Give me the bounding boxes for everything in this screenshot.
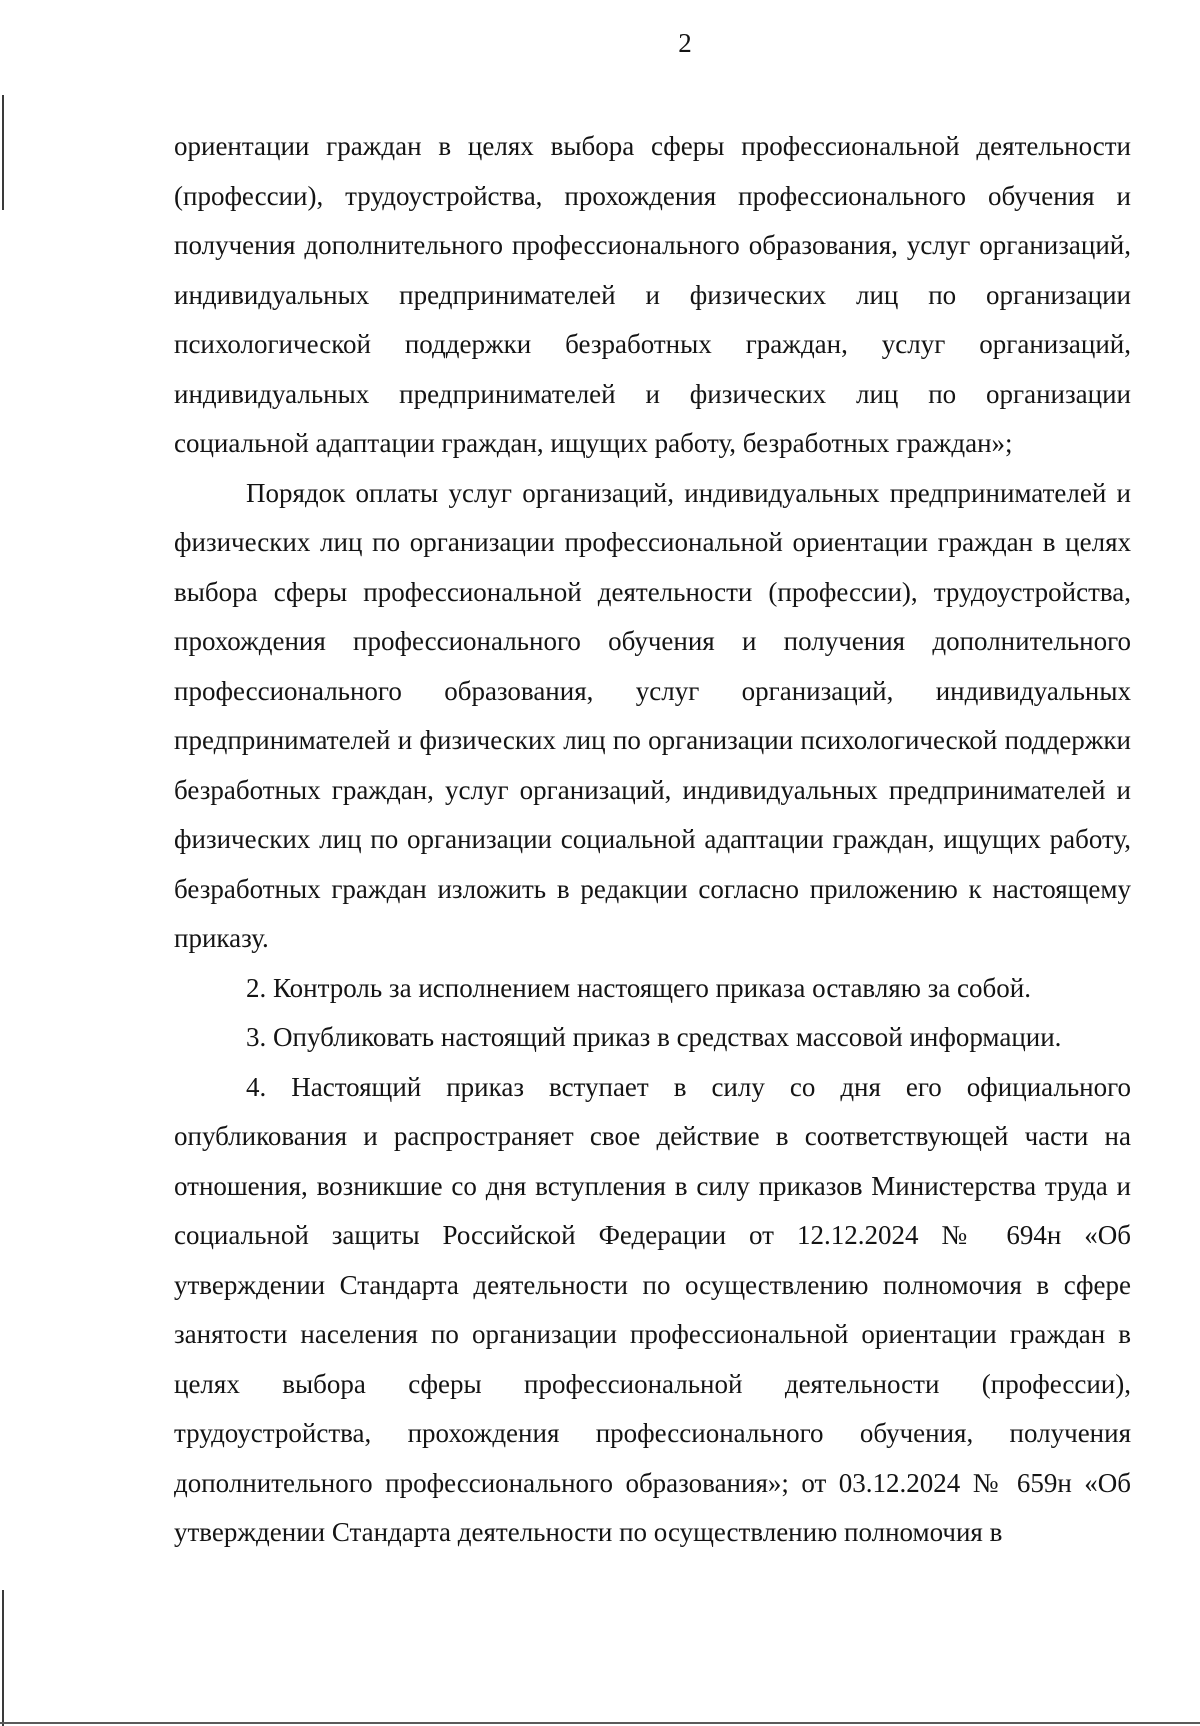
paragraph-procedure: Порядок оплаты услуг организаций, индивидуальных предпринимателей и физических лиц по организации профессиональной ориентации граждан в целях выбора сферы профессиональной деятельности (профессии), трудоустройства, прохождения профессионального обучения и получения дополнительного профессионального образования, услуг организаций, индивидуальных предпринимателей и физических лиц по организации психологической поддержки безработных граждан, услуг организаций, индивидуальных предпринимателей и физических лиц по организации социальной адаптации граждан, ищущих работу, безработных граждан изложить в редакции согласно приложению к настоящему приказу. [174,477,1131,953]
paragraph-continuation: ориентации граждан в целях выбора сферы профессиональной деятельности (профессии), трудоустройства, прохождения профессионального обучения и получения дополнительного профессионального образования, услуг организаций, индивидуальных предпринимателей и физических лиц по организации психологической поддержки безработных граждан, услуг организаций, индивидуальных предпринимателей и физических лиц по организации социальной адаптации граждан, ищущих работу, безработных граждан»; [174,131,1131,458]
paragraph-item-2: 2. Контроль за исполнением настоящего приказа оставляю за собой. [246,972,1031,1003]
scan-edge-left-bottom [2,1590,4,1726]
paragraph-item-4: 4. Настоящий приказ вступает в силу со дня его официального опубликования и распространяет свое действие в соответствующей части на отношения, возникшие со дня вступления в силу приказов Министерства труда и социальной защиты Российской Федерации от 12.12.2024 № 694н «Об утверждении Стандарта деятельности по осуществлению полномочия в сфере занятости населения по организации профессиональной ориентации граждан в целях выбора сферы профессиональной деятельности (профессии), трудоустройства, прохождения профессионального обучения, получения дополнительного профессионального образования»; от 03.12.2024 № 659н «Об утверждении Стандарта деятельности по осуществлению полномочия в [174,1071,1131,1547]
scan-edge-left-top [2,95,4,210]
paragraph-item-3: 3. Опубликовать настоящий приказ в средствах массовой информации. [246,1022,1062,1052]
scan-edge-bottom [0,1722,1200,1724]
document-body [174,122,1131,1558]
page-number: 2 [678,28,692,58]
